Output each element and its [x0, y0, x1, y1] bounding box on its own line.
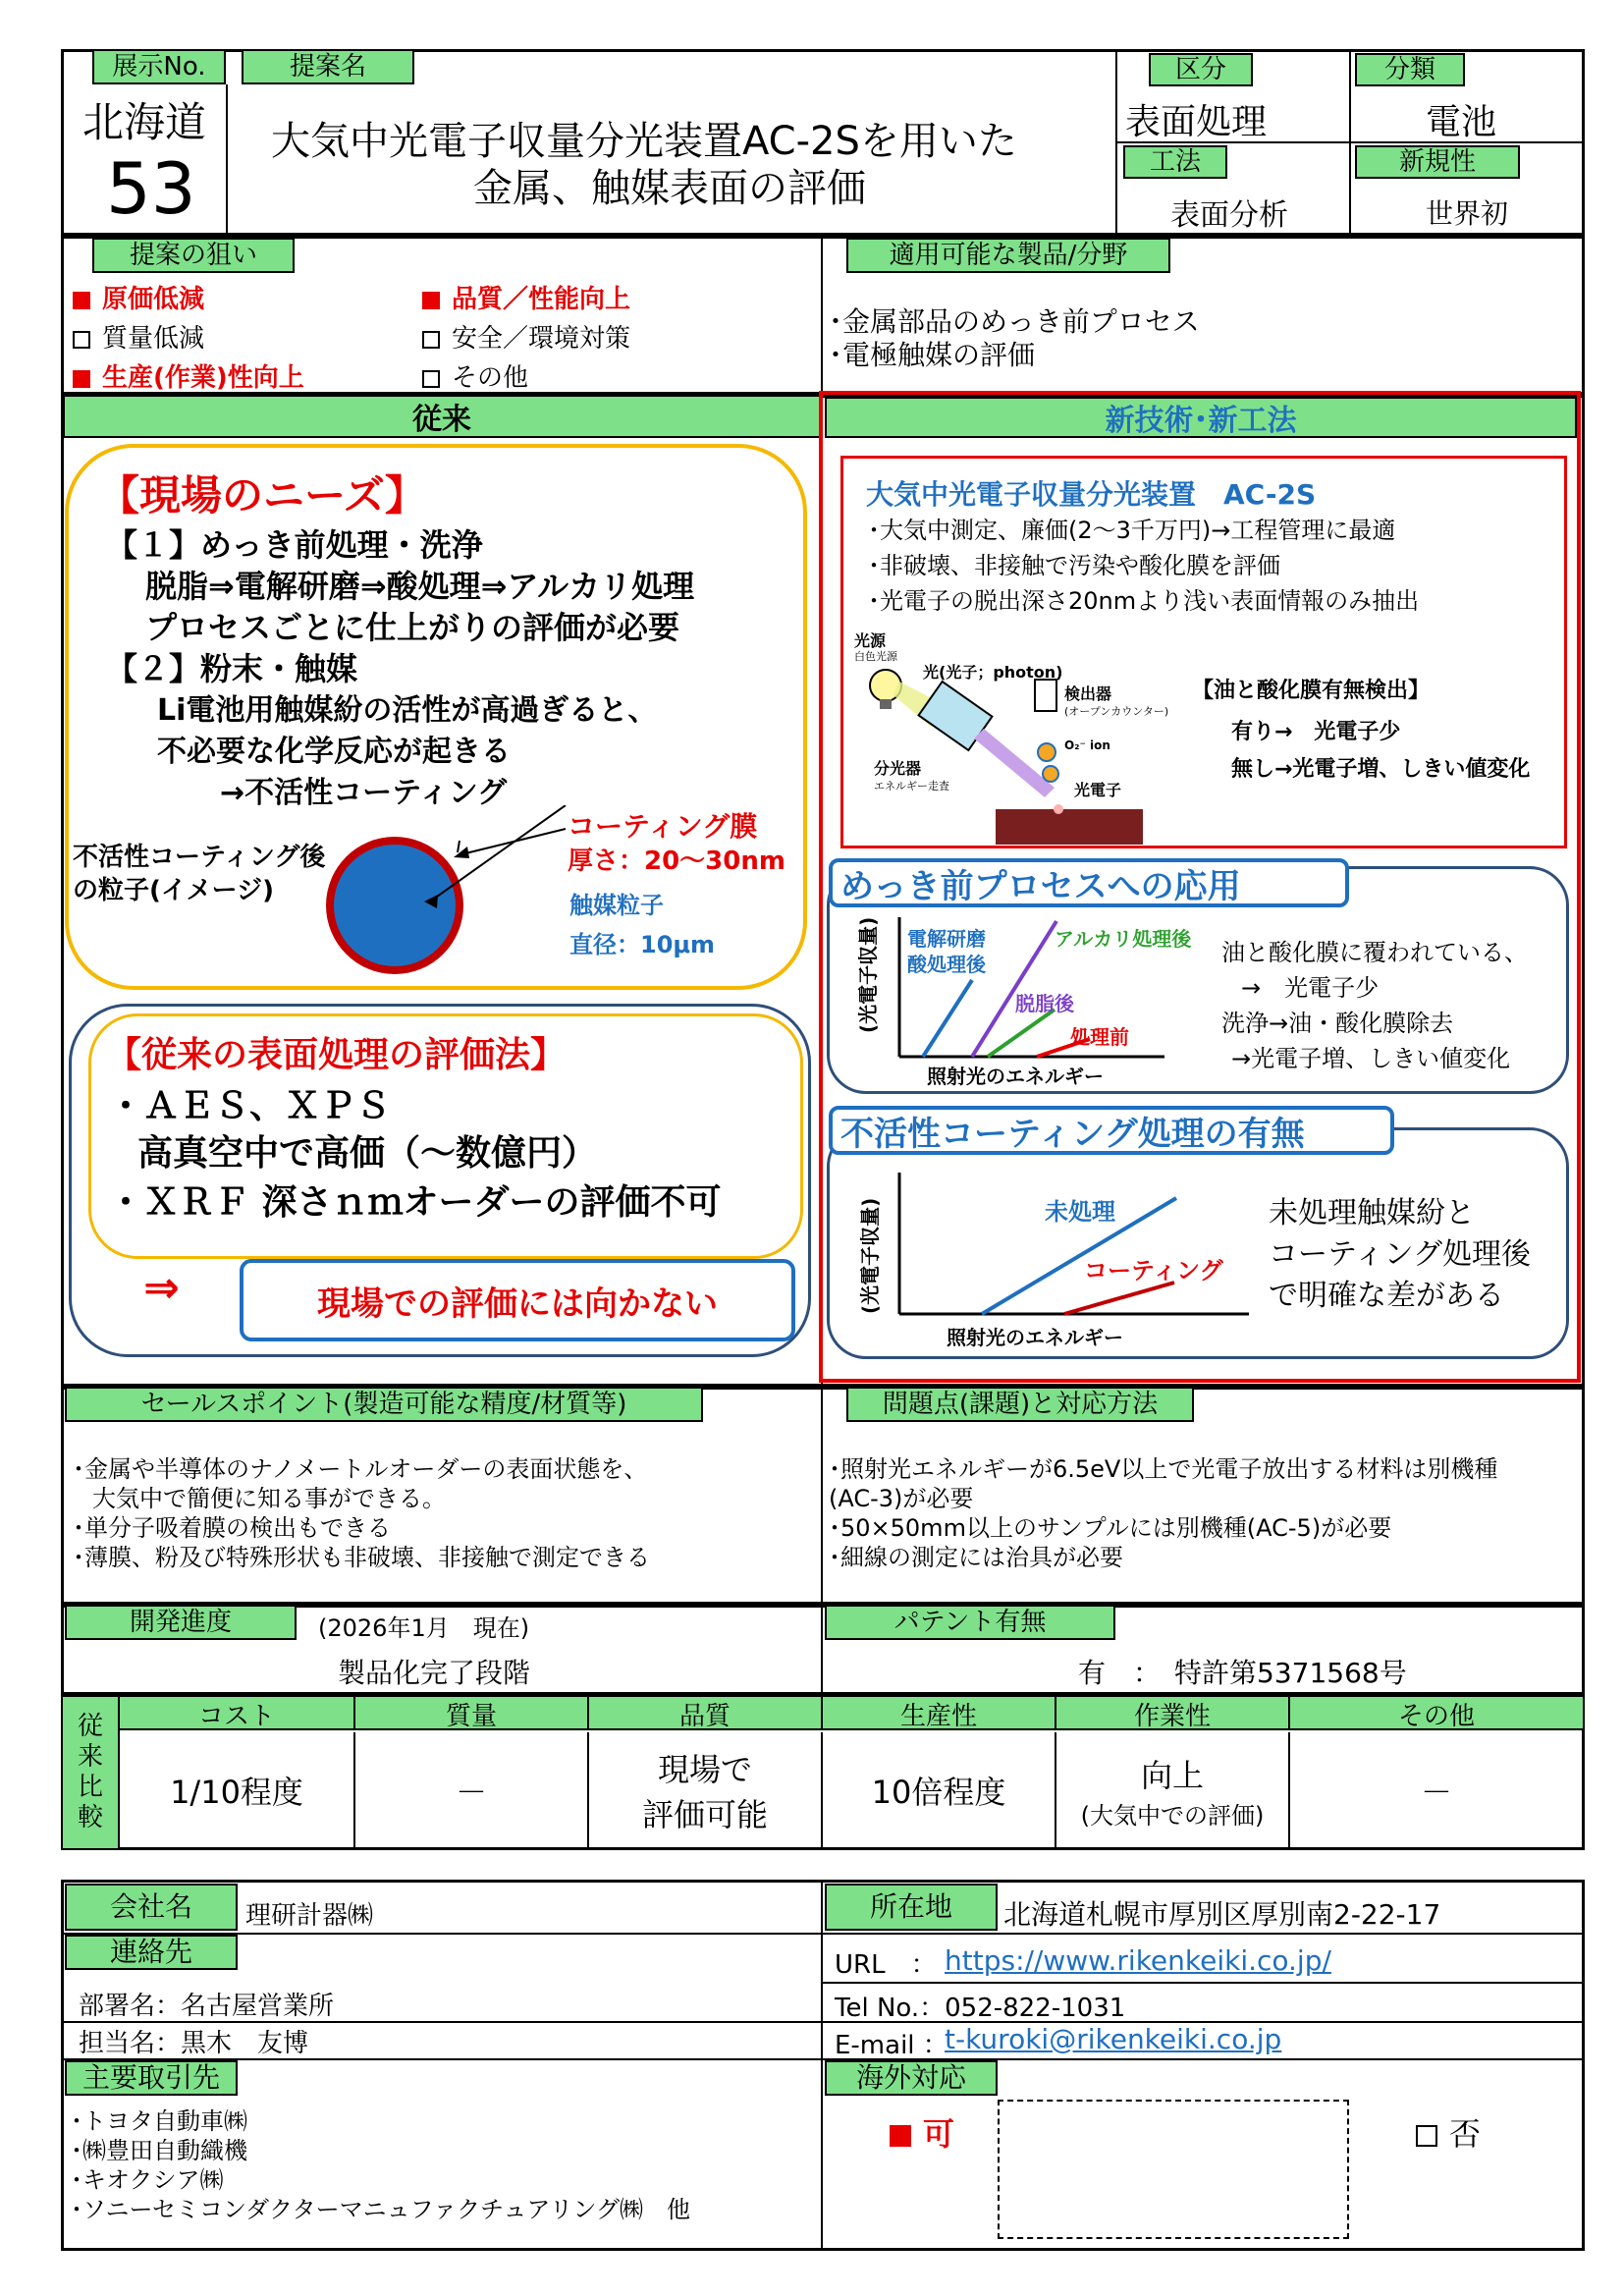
- plating-s1: 電解研磨: [907, 927, 986, 951]
- sample-block: [996, 809, 1143, 845]
- sales-label: セールスポイント(製造可能な精度/材質等): [65, 1387, 703, 1422]
- coat-label2: 厚さ：20～30nm: [568, 847, 785, 876]
- novelty-label: 新規性: [1355, 145, 1520, 179]
- side-char-4: 較: [77, 1803, 103, 1833]
- fig-electron: 光電子: [1074, 781, 1122, 799]
- title-line2: 金属、触媒表面の評価: [473, 166, 866, 211]
- coating-t3: で明確な差がある: [1269, 1279, 1504, 1313]
- coat-arrowhead: [454, 847, 469, 858]
- novelty-value: 世界初: [1426, 197, 1509, 230]
- val-quality: [587, 1732, 821, 1848]
- progress-divider: [821, 1605, 823, 1695]
- ion-dot-1: [1038, 743, 1056, 761]
- aim-cost: 原価低減: [73, 279, 204, 315]
- client-1: ･トヨタ自動車㈱: [71, 2107, 247, 2135]
- conventional-header: 従来: [63, 395, 821, 438]
- plating-title: めっき前プロセスへの応用: [840, 866, 1241, 906]
- plating-s2: 酸処理後: [907, 953, 986, 976]
- mail-label: E-mail ：: [835, 2031, 948, 2060]
- val-workability-1: 向上: [1140, 1756, 1204, 1794]
- val-workability-2: (大気中での評価): [1080, 1801, 1265, 1830]
- contact-person: 担当名：黒木 友博: [79, 2029, 309, 2058]
- exhibit-no-label: 展示No.: [92, 49, 226, 84]
- col-workability: 作業性: [1055, 1697, 1288, 1730]
- plating-s5: 処理前: [1070, 1025, 1129, 1049]
- method-label: 工法: [1123, 145, 1227, 179]
- applicable-line1: ･金属部品のめっき前プロセス: [829, 305, 1200, 338]
- plating-t4: →光電子増、しきい値変化: [1231, 1045, 1511, 1072]
- val-quality-1: 現場で: [657, 1751, 752, 1788]
- needs-1: 【１】めっき前処理・洗浄: [106, 526, 483, 564]
- particle-diagram: [314, 805, 579, 992]
- catalyst-label2: 直径：10μm: [569, 931, 716, 958]
- patent-label: パテント有無: [825, 1605, 1115, 1640]
- aim-quality: 品質／性能向上: [422, 279, 630, 315]
- aim-other: その他: [422, 357, 528, 394]
- client-4: ･ソニーセミコンダクターマニュファクチュアリング㈱ 他: [71, 2196, 690, 2223]
- overseas-ok: [890, 2109, 954, 2155]
- val-other: －: [1288, 1732, 1583, 1848]
- coating-ylabel: (光電子収量): [858, 1197, 882, 1314]
- photon-beam: [974, 729, 1055, 797]
- company-name-label: 会社名: [65, 1884, 238, 1931]
- coat-label1: コーティング膜: [568, 810, 758, 843]
- catalyst-label1: 触媒粒子: [569, 892, 664, 919]
- needs-6: 不必要な化学反応が起きる: [157, 735, 511, 769]
- class-label: 分類: [1355, 53, 1465, 86]
- url-label: URL ：: [835, 1950, 937, 1980]
- location-value: 北海道札幌市厚別区厚別南2-22-17: [1003, 1898, 1441, 1931]
- particle-label2: の粒子(イメージ): [73, 876, 274, 905]
- aim-productivity: 生産(作業)性向上: [73, 357, 304, 394]
- oil-2: 無し→光電子増、しきい値変化: [1231, 757, 1531, 782]
- oil-title: 【油と酸化膜有無検出】: [1192, 679, 1431, 703]
- side-char-2: 来: [77, 1741, 103, 1772]
- coating-title: 不活性コーティング処理の有無: [840, 1114, 1305, 1154]
- sales-1: ･金属や半導体のナノメートルオーダーの表面状態を、: [73, 1455, 648, 1483]
- plating-ylabel: (光電子収量): [856, 916, 880, 1033]
- class-value: 電池: [1426, 102, 1497, 142]
- col-quality: 品質: [587, 1697, 821, 1730]
- val-workability: [1055, 1732, 1288, 1848]
- side-char-3: 比: [77, 1773, 103, 1802]
- fig-spectro: 分光器: [874, 759, 922, 778]
- plating-s3: アルカリ処理後: [1055, 927, 1192, 951]
- particle-label1: 不活性コーティング後: [73, 843, 326, 872]
- ok-checkbox-icon[interactable]: [890, 2125, 911, 2147]
- coating-t2: コーティング処理後: [1269, 1237, 1531, 1272]
- region: 北海道: [82, 98, 207, 146]
- eval-1: ・ＡＥＳ、ＸＰＳ: [108, 1086, 392, 1126]
- needs-title: 【現場のニーズ】: [98, 471, 426, 519]
- val-cost: 1/10程度: [170, 1774, 303, 1811]
- val-mass: －: [353, 1732, 587, 1848]
- coating-s2: コーティング: [1084, 1257, 1223, 1285]
- aim-mass: 質量低減: [73, 318, 204, 355]
- company-name: 理研計器㈱: [245, 1901, 374, 1931]
- val-productivity: 10倍程度: [821, 1732, 1055, 1848]
- plating-t3: 洗浄→油・酸化膜除去: [1221, 1010, 1454, 1037]
- overseas-label: 海外対応: [825, 2060, 998, 2096]
- new-tech-header: 新技術･新工法: [825, 397, 1577, 438]
- contact-label: 連絡先: [65, 1935, 238, 1970]
- needs-7: →不活性コーティング: [220, 776, 508, 810]
- category-value: 表面処理: [1125, 102, 1268, 142]
- series-coating: [1064, 1283, 1174, 1314]
- col-cost: コスト: [197, 1701, 275, 1731]
- title-line1: 大気中光電子収量分光装置AC-2Sを用いた: [271, 119, 1017, 164]
- applicable-line2: ･電極触媒の評価: [829, 339, 1036, 371]
- coating-title-box: [829, 1106, 1394, 1155]
- eval-2: 高真空中で高価（～数億円）: [137, 1133, 598, 1174]
- fig-scan: エネルギー走査: [874, 780, 949, 793]
- coating-t1: 未処理触媒紛と: [1269, 1196, 1475, 1230]
- plating-title-box: [829, 858, 1349, 907]
- needs-5: Li電池用触媒紛の活性が高過ぎると、: [157, 693, 658, 728]
- conclusion-box: [240, 1259, 795, 1341]
- overseas-note-box: [998, 2100, 1349, 2239]
- aim-safety: 安全／環境対策: [422, 318, 630, 355]
- issues-1: ･照射光エネルギーが6.5eV以上で光電子放出する材料は別機種: [829, 1455, 1498, 1483]
- plating-s4: 脱脂後: [1015, 992, 1074, 1015]
- aims-label: 提案の狙い: [92, 238, 295, 273]
- ng-checkbox-icon[interactable]: [1416, 2125, 1437, 2147]
- progress-date: (2026年1月 現在): [318, 1614, 530, 1642]
- issues-4: ･細線の測定には治具が必要: [829, 1544, 1123, 1571]
- coating-s1: 未処理: [1045, 1198, 1115, 1226]
- ok-text: 可: [923, 2115, 955, 2153]
- clients-label: 主要取引先: [65, 2060, 238, 2096]
- mail-link[interactable]: t-kuroki@rikenkeiki.co.jp: [945, 2023, 1282, 2055]
- patent-value: 有 ： 特許第5371568号: [1078, 1657, 1407, 1689]
- fig-photon: 光(光子；photon): [923, 663, 1063, 682]
- eval-title: 【従来の表面処理の評価法】: [106, 1035, 567, 1075]
- issues-2: (AC-3)が必要: [829, 1485, 974, 1512]
- plating-t1: 油と酸化膜に覆われている、: [1221, 939, 1528, 966]
- overseas-ng: [1416, 2109, 1481, 2155]
- series-electropolish: [923, 980, 972, 1057]
- detector-icon: [1035, 680, 1056, 711]
- col-productivity: 生産性: [821, 1697, 1055, 1730]
- eval-arrow: ⇒: [143, 1263, 180, 1313]
- fig-white: 白色光源: [854, 650, 897, 663]
- proposal-name-label: 提案名: [242, 49, 414, 84]
- url-link[interactable]: https://www.rikenkeiki.co.jp/: [945, 1944, 1331, 1977]
- progress-label: 開発進度: [65, 1605, 297, 1640]
- catalyst-core-icon: [334, 845, 456, 966]
- aims-divider: [821, 236, 823, 395]
- lightbulb-base: [880, 699, 892, 709]
- conclusion-text: 現場での評価には向かない: [317, 1284, 718, 1324]
- fig-light: 光源: [854, 631, 887, 650]
- eval-3: ・ＸＲＦ 深さｎｍオーダーの評価不可: [108, 1182, 722, 1223]
- company-row1: [63, 1933, 1583, 1935]
- needs-3: プロセスごとに仕上がりの評価が必要: [145, 609, 680, 646]
- coating-xlabel: 照射光のエネルギー: [947, 1326, 1123, 1349]
- plating-t2: → 光電子少: [1241, 974, 1380, 1002]
- col-other: その他: [1288, 1697, 1583, 1730]
- coat-pointer: [458, 841, 460, 852]
- category-label: 区分: [1149, 53, 1253, 86]
- val-quality-2: 評価可能: [641, 1796, 768, 1833]
- fig-detector: 検出器: [1064, 684, 1112, 703]
- needs-4: 【２】粉末・触媒: [106, 650, 358, 687]
- issues-3: ･50×50mm以上のサンプルには別機種(AC-5)が必要: [829, 1514, 1392, 1542]
- applicable-label: 適用可能な製品/分野: [846, 238, 1170, 273]
- issues-label: 問題点(課題)と対応方法: [846, 1387, 1194, 1422]
- sales-4: ･薄膜、粉及び特殊形状も非破壊、非接触で測定できる: [73, 1544, 650, 1571]
- ng-text: 否: [1449, 2115, 1482, 2153]
- core-pointer-line: [430, 805, 566, 902]
- client-3: ･キオクシア㈱: [71, 2166, 224, 2194]
- fig-o2: O₂⁻ ion: [1064, 738, 1110, 752]
- company-divider: [821, 1880, 823, 2251]
- fig-counter: (オープンカウンター): [1064, 705, 1169, 718]
- device-2: ･非破壊、非接触で汚染や酸化膜を評価: [868, 552, 1280, 579]
- comparison-side: [63, 1697, 120, 1848]
- tel-divider: [821, 1982, 1583, 1984]
- number-divider: [226, 84, 228, 236]
- col-mass: 質量: [353, 1697, 587, 1730]
- sales-2: 大気中で簡便に知る事ができる。: [92, 1485, 446, 1512]
- location-label: 所在地: [825, 1884, 998, 1931]
- oil-1: 有り→ 光電子少: [1231, 720, 1401, 744]
- sales-3: ･単分子吸着膜の検出もできる: [73, 1514, 391, 1542]
- contact-dept: 部署名：名古屋営業所: [79, 1992, 335, 2021]
- needs-2: 脱脂⇒電解研磨⇒酸処理⇒アルカリ処理: [145, 568, 695, 605]
- side-char-1: 従: [77, 1711, 103, 1741]
- progress-status: 製品化完了段階: [338, 1657, 531, 1689]
- device-1: ･大気中測定、廉価(2～3千万円)→工程管理に最適: [868, 517, 1396, 544]
- ion-dot-2: [1043, 766, 1058, 782]
- plating-xlabel: 照射光のエネルギー: [927, 1065, 1104, 1088]
- electron-dot: [1054, 804, 1063, 814]
- device-title: 大気中光電子収量分光装置 AC-2S: [866, 478, 1317, 511]
- client-2: ･㈱豊田自動織機: [71, 2137, 247, 2164]
- method-value: 表面分析: [1170, 198, 1288, 233]
- device-3: ･光電子の脱出深さ20nmより浅い表面情報のみ抽出: [868, 587, 1420, 615]
- exhibit-number: 53: [106, 147, 196, 230]
- sales-divider: [821, 1387, 823, 1605]
- tel-value: Tel No.：052-822-1031: [835, 1994, 1126, 2023]
